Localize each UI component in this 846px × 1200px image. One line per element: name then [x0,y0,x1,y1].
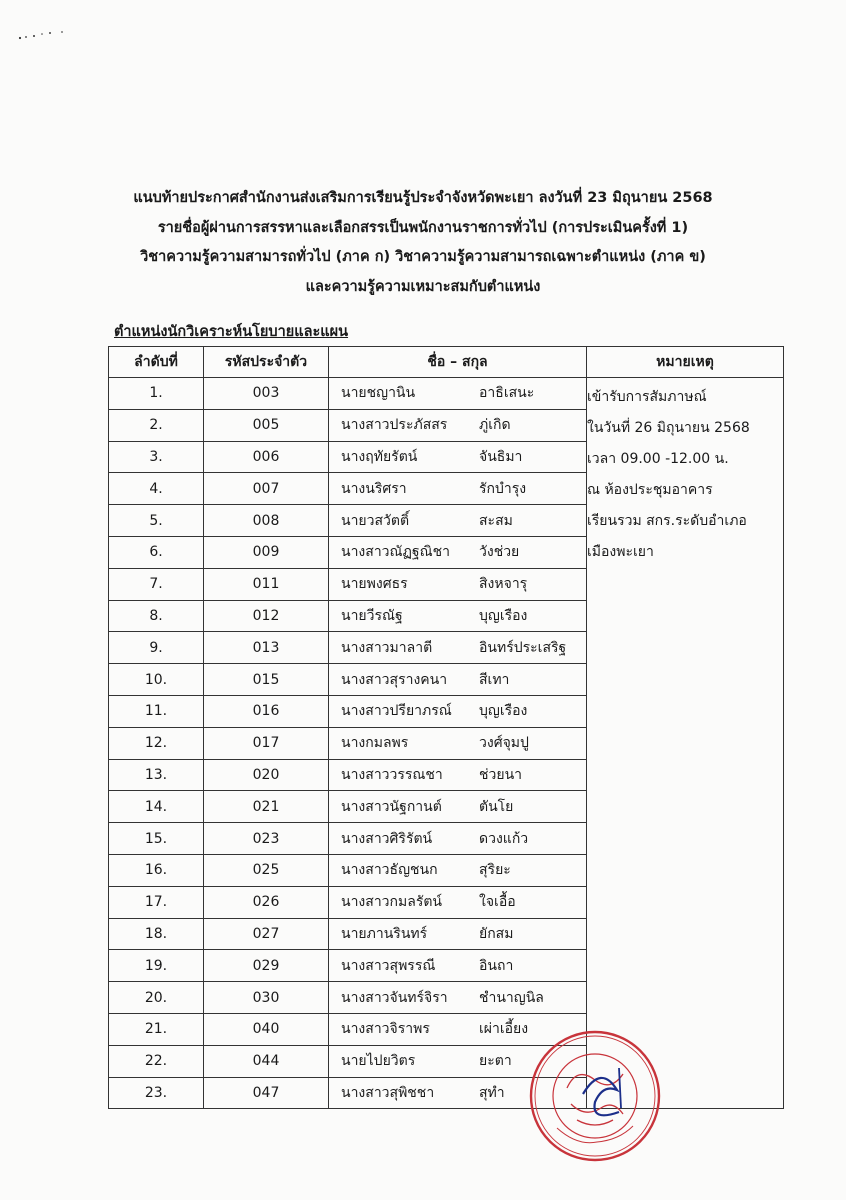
last-name: สะสม [479,512,513,529]
first-name: นายภานรินทร์ [341,925,428,942]
cell-no: 20. [109,982,204,1014]
first-name: นางสาวนัฐกานต์ [341,798,442,815]
cell-name [329,664,587,696]
candidate-table [108,346,784,1109]
last-name: จันธิมา [479,448,523,465]
first-name: นายวีรณัฐ [341,607,403,624]
cell-code: 047 [204,1077,329,1109]
table-row [109,378,784,410]
cell-code: 015 [204,664,329,696]
header-code: รหัสประจำตัว [204,347,329,378]
cell-code: 025 [204,854,329,886]
first-name: นางฤทัยรัตน์ [341,448,418,465]
cell-no: 5. [109,505,204,537]
cell-no: 21. [109,1013,204,1045]
cell-no: 18. [109,918,204,950]
first-name: นางสาวศิริรัตน์ [341,830,433,847]
cell-no: 22. [109,1045,204,1077]
cell-name [329,505,587,537]
cell-no: 2. [109,409,204,441]
cell-code: 027 [204,918,329,950]
cell-no: 23. [109,1077,204,1109]
first-name: นายวสวัตติ์ [341,512,410,529]
cell-code: 044 [204,1045,329,1077]
official-seal [527,1028,663,1164]
scan-specks [14,24,74,44]
cell-code: 023 [204,823,329,855]
cell-name [329,632,587,664]
note-line: เข้ารับการสัมภาษณ์ [587,389,707,405]
cell-code: 007 [204,473,329,505]
cell-code: 017 [204,727,329,759]
first-name: นางสาวธัญชนก [341,862,438,879]
cell-name [329,536,587,568]
cell-no: 4. [109,473,204,505]
cell-no: 1. [109,378,204,410]
cell-name [329,695,587,727]
cell-name [329,409,587,441]
heading-line-3: วิชาความรู้ความสามารถทั่วไป (ภาค ก) วิชาความรู้ความสามารถเฉพาะตำแหน่ง (ภาค ข) [140,249,706,265]
note-line: เมืองพะเยา [587,544,654,560]
last-name: สิงหจารุ [479,576,528,593]
cell-no: 8. [109,600,204,632]
cell-no: 16. [109,854,204,886]
cell-code: 040 [204,1013,329,1045]
first-name: นางสาวปรียาภรณ์ [341,703,452,720]
cell-no: 19. [109,950,204,982]
cell-code: 026 [204,886,329,918]
cell-name [329,918,587,950]
last-name: วังช่วย [479,544,520,561]
cell-code: 012 [204,600,329,632]
cell-name [329,568,587,600]
cell-no: 17. [109,886,204,918]
first-name: นายชญานิน [341,385,416,402]
cell-name [329,791,587,823]
note-line: เวลา 09.00 -12.00 น. [587,451,729,467]
last-name: สุริยะ [479,862,511,879]
first-name: นางสาวณัฏฐณิชา [341,544,450,561]
heading-line-4: และความรู้ความเหมาะสมกับตำแหน่ง [305,278,541,295]
cell-name [329,759,587,791]
first-name: นางสาววรรณชา [341,766,443,783]
cell-code: 003 [204,378,329,410]
last-name: เผ่าเอี้ยง [479,1021,529,1038]
first-name: นายไปยวิตร [341,1053,416,1070]
cell-no: 15. [109,823,204,855]
table-header-row [109,347,784,378]
cell-code: 021 [204,791,329,823]
heading-line-2: รายชื่อผู้ผ่านการสรรหาและเลือกสรรเป็นพนักงานราชการทั่วไป (การประเมินครั้งที่ 1) [157,219,689,236]
document-heading [40,184,806,302]
last-name: สีเทา [479,671,510,688]
cell-no: 3. [109,441,204,473]
last-name: ช่วยนา [479,766,522,783]
last-name: ยะตา [479,1053,512,1070]
note-line: ณ ห้องประชุมอาคาร [587,482,713,498]
cell-code: 020 [204,759,329,791]
cell-code: 006 [204,441,329,473]
first-name: นางสาวประภัสสร [341,417,448,434]
cell-no: 12. [109,727,204,759]
cell-no: 10. [109,664,204,696]
first-name: นางสาวจิราพร [341,1021,430,1038]
note-line: ในวันที่ 26 มิถุนายน 2568 [587,420,750,436]
cell-name [329,473,587,505]
cell-no: 6. [109,536,204,568]
cell-no: 7. [109,568,204,600]
cell-name [329,378,587,410]
last-name: ภู่เกิด [479,417,511,434]
cell-code: 009 [204,536,329,568]
cell-name [329,823,587,855]
last-name: ชำนาญนิล [479,989,544,1006]
last-name: ใจเอื้อ [479,894,516,911]
last-name: อาธิเสนะ [479,385,535,402]
header-note: หมายเหตุ [587,347,784,378]
cell-name [329,950,587,982]
cell-name [329,982,587,1014]
last-name: อินทร์ประเสริฐ [479,639,567,656]
first-name: นางสาวสุรางคนา [341,671,448,688]
first-name: นางสาวสุพรรณี [341,957,436,974]
first-name: นางกมลพร [341,735,409,752]
cell-name [329,441,587,473]
cell-code: 016 [204,695,329,727]
last-name: ดวงแก้ว [479,830,529,847]
cell-code: 011 [204,568,329,600]
last-name: รักบำรุง [479,480,527,497]
cell-code: 029 [204,950,329,982]
cell-no: 11. [109,695,204,727]
cell-note [587,378,784,1109]
heading-line-1: แนบท้ายประกาศสำนักงานส่งเสริมการเรียนรู้ประจำจังหวัดพะเยา ลงวันที่ 23 มิถุนายน 2568 [133,190,713,206]
cell-name [329,886,587,918]
cell-no: 9. [109,632,204,664]
first-name: นางสาวมาลาตี [341,639,433,656]
cell-code: 008 [204,505,329,537]
last-name: ยักสม [479,925,514,942]
cell-no: 13. [109,759,204,791]
cell-name [329,727,587,759]
cell-code: 030 [204,982,329,1014]
header-name: ชื่อ – สกุล [329,347,587,378]
last-name: ตันโย [479,798,514,815]
last-name: วงศ์จุมปู [479,735,529,752]
cell-name [329,600,587,632]
first-name: นางสาวจันทร์จิรา [341,989,448,1006]
header-no: ลำดับที่ [109,347,204,378]
cell-no: 14. [109,791,204,823]
last-name: สุทำ [479,1084,505,1101]
last-name: อินถา [479,957,514,974]
note-line: เรียนรวม สกร.ระดับอำเภอ [587,513,747,529]
cell-code: 013 [204,632,329,664]
last-name: บุญเรือง [479,703,528,720]
cell-name [329,854,587,886]
first-name: นางสาวสุพิชชา [341,1084,435,1101]
position-title: ตำแหน่งนักวิเคราะห์นโยบายและแผน [114,324,349,340]
cell-code: 005 [204,409,329,441]
first-name: นางนริศรา [341,480,407,497]
first-name: นายพงศธร [341,576,408,593]
first-name: นางสาวกมลรัตน์ [341,894,443,911]
last-name: บุญเรือง [479,607,528,624]
